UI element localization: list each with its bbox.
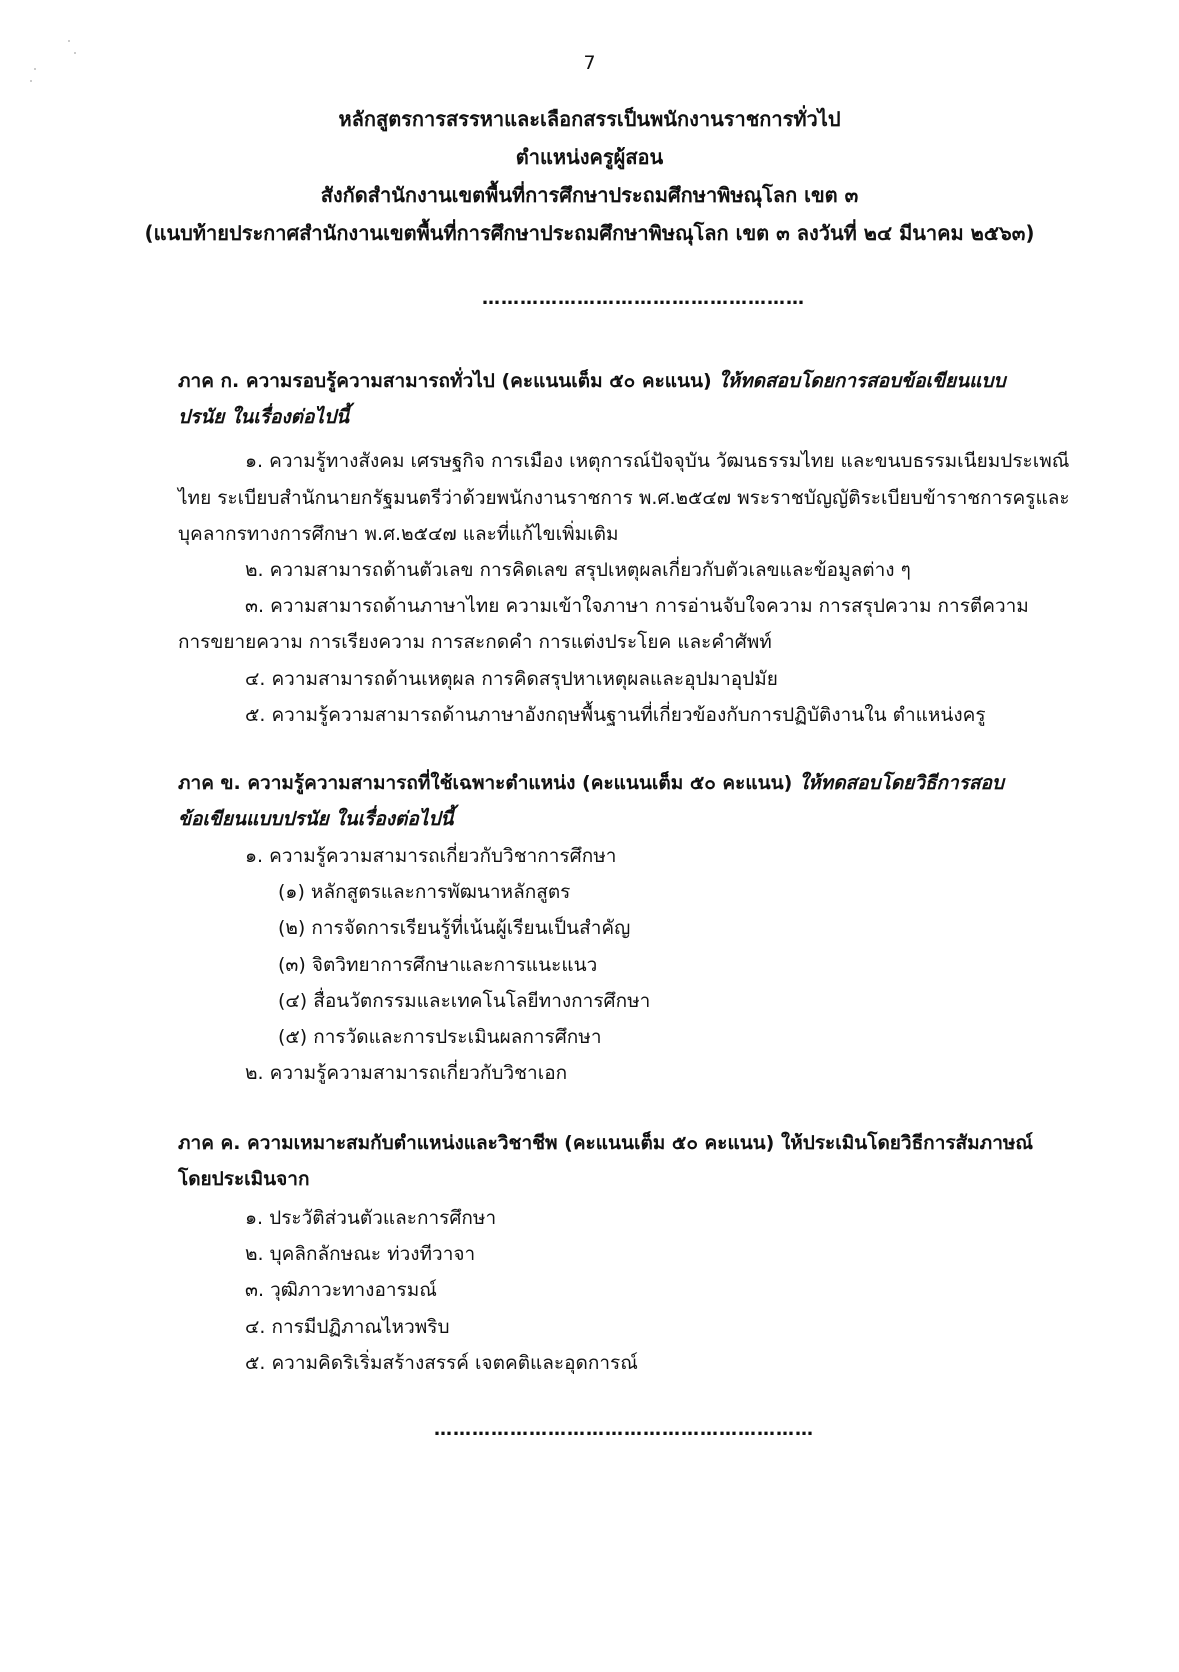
title-line-1: หลักสูตรการสรรหาและเลือกสรรเป็นพนักงานราชการทั่วไป (338, 107, 841, 131)
section-b-sub-1: (๑) หลักสูตรและการพัฒนาหลักสูตร (278, 881, 571, 903)
section-a-item-5: ๕. ความรู้ความสามารถด้านภาษาอังกฤษพื้นฐานที่เกี่ยวข้องกับการปฏิบัติงานใน ตำแหน่งครู (245, 704, 986, 726)
section-a-heading-italic-2: ปรนัย ในเรื่องต่อไปนี้ (178, 406, 350, 428)
scan-speck (30, 80, 32, 82)
section-b-heading-italic: ให้ทดสอบโดยวิธีการสอบ (798, 772, 1004, 794)
section-a-heading (178, 366, 1006, 396)
section-a-heading-cont (178, 402, 349, 432)
section-b-heading-bold: ภาค ข. ความรู้ความสามารถที่ใช้เฉพาะตำแหน่ง (คะแนนเต็ม ๕๐ คะแนน) (178, 772, 799, 794)
title-line-4: (แนบท้ายประกาศสำนักงานเขตพื้นที่การศึกษาประถมศึกษาพิษณุโลก เขต ๓ ลงวันที่ ๒๔ มีนาคม ๒๕๖๓) (144, 221, 1035, 245)
section-c-item-4: ๔. การมีปฏิภาณไหวพริบ (245, 1316, 450, 1338)
section-a-item-3-line-2: การขยายความ การเรียงความ การสะกดคำ การแต่งประโยค และคำศัพท์ (178, 631, 772, 653)
section-b-item-1: ๑. ความรู้ความสามารถเกี่ยวกับวิชาการศึกษา (245, 845, 617, 867)
section-a-item-1-line-3: บุคลากรทางการศึกษา พ.ศ.๒๕๔๗ และที่แก้ไขเพิ่มเติม (178, 523, 619, 545)
section-b-heading-cont (178, 804, 453, 834)
page-number: 7 (583, 52, 596, 74)
section-b-sub-4: (๔) สื่อนวัตกรรมและเทคโนโลยีทางการศึกษา (278, 990, 651, 1012)
section-c-heading-cont: โดยประเมินจาก (178, 1168, 310, 1190)
top-divider: …………………………………………… (482, 288, 805, 309)
title-line-2: ตำแหน่งครูผู้สอน (515, 145, 664, 169)
section-b-sub-3: (๓) จิตวิทยาการศึกษาและการแนะแนว (278, 954, 598, 976)
section-c-item-3: ๓. วุฒิภาวะทางอารมณ์ (245, 1279, 437, 1301)
section-a-item-1-line-2: ไทย ระเบียบสำนักนายกรัฐมนตรีว่าด้วยพนักงานราชการ พ.ศ.๒๕๔๗ พระราชบัญญัติระเบียบข้าราชการครูและ (178, 487, 1070, 509)
section-a-item-1-line-1: ๑. ความรู้ทางสังคม เศรษฐกิจ การเมือง เหตุการณ์ปัจจุบัน วัฒนธรรมไทย และขนบธรรมเนียมประเพณี (245, 450, 1070, 472)
section-c-item-5: ๕. ความคิดริเริ่มสร้างสรรค์ เจตคติและอุดการณ์ (245, 1352, 638, 1374)
scan-speck (68, 40, 70, 42)
bottom-divider: …………………………………………………… (434, 1419, 814, 1440)
section-b-heading-italic-2: ข้อเขียนแบบปรนัย ในเรื่องต่อไปนี้ (178, 808, 454, 830)
section-a-item-4: ๔. ความสามารถด้านเหตุผล การคิดสรุปหาเหตุผลและอุปมาอุปมัย (245, 668, 778, 690)
section-c-item-1: ๑. ประวัติส่วนตัวและการศึกษา (245, 1207, 497, 1229)
section-b-sub-2: (๒) การจัดการเรียนรู้ที่เน้นผู้เรียนเป็นสำคัญ (278, 917, 631, 939)
section-c-item-2: ๒. บุคลิกลักษณะ ท่วงทีวาจา (245, 1243, 476, 1265)
section-a-item-3-line-1: ๓. ความสามารถด้านภาษาไทย ความเข้าใจภาษา การอ่านจับใจความ การสรุปความ การตีความ (245, 595, 1029, 617)
title-line-3: สังกัดสำนักงานเขตพื้นที่การศึกษาประถมศึกษาพิษณุโลก เขต ๓ (320, 183, 859, 207)
section-b-heading (178, 768, 1004, 798)
section-b-item-2: ๒. ความรู้ความสามารถเกี่ยวกับวิชาเอก (245, 1062, 568, 1084)
section-b-sub-5: (๕) การวัดและการประเมินผลการศึกษา (278, 1026, 602, 1048)
section-c-heading: ภาค ค. ความเหมาะสมกับตำแหน่งและวิชาชีพ (คะแนนเต็ม ๕๐ คะแนน) ให้ประเมินโดยวิธีการสัมภาษณ์ (178, 1132, 1034, 1154)
section-a-heading-italic: ให้ทดสอบโดยการสอบข้อเขียนแบบ (718, 370, 1006, 392)
section-a-item-2: ๒. ความสามารถด้านตัวเลข การคิดเลข สรุปเหตุผลเกี่ยวกับตัวเลขและข้อมูลต่าง ๆ (245, 559, 911, 581)
section-a-heading-bold: ภาค ก. ความรอบรู้ความสามารถทั่วไป (คะแนนเต็ม ๕๐ คะแนน) (178, 370, 719, 392)
